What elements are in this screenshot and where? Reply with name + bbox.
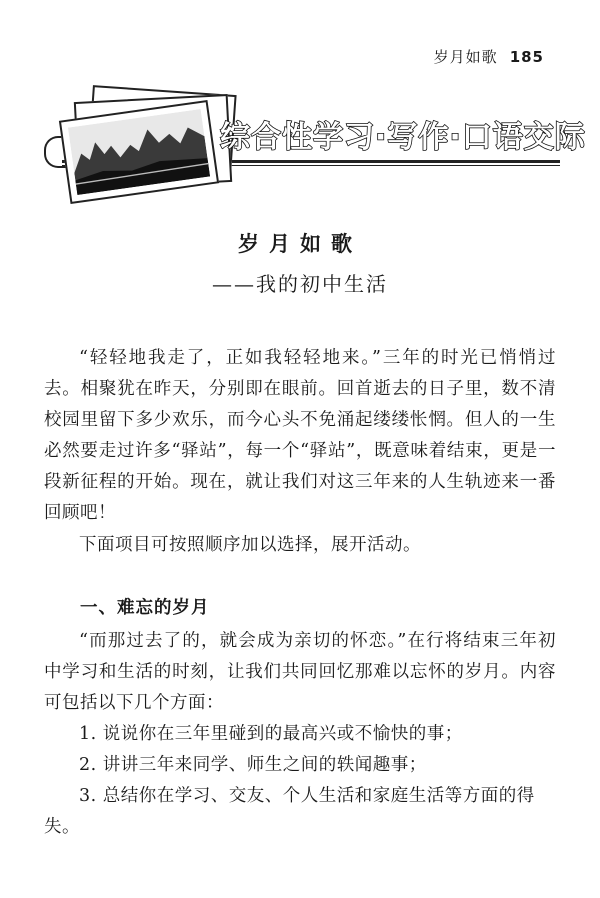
selection-note-block [44,530,556,561]
list-item: 3. 总结你在学习、交友、个人生活和家庭生活等方面的得失。 [44,786,535,837]
selection-note: 下面项目可按照顺序加以选择，展开活动。 [79,535,421,555]
running-head [434,46,544,67]
section-banner [40,88,586,198]
running-head-title: 岁月如歌 [433,48,498,66]
intro-paragraph: “轻轻地我走了，正如我轻轻地来。”三年的时光已悄悄过去。相聚犹在昨天，分别即在眼前。回首逝去的日子里，数不清校园里留下多少欢乐，而今心头不免涌起缕缕怅惘。但人的一生必然要走过许多“驿站”，每一个“驿站”，既意味着结束，更是一段新征程的开始。现在，就让我们对这三年来的人生轨迹来一番回顾吧！ [44,348,556,523]
list-item: 1. 说说你在三年里碰到的最高兴或不愉快的事； [79,724,463,744]
list-item: 2. 讲讲三年来同学、师生之间的轶闻趣事； [79,755,427,775]
page-title: 岁月如歌 [238,231,362,256]
section-paragraph: “而那过去了的，就会成为亲切的怀恋。”在行将结束三年初中学习和生活的时刻，让我们共同回忆那难以忘怀的岁月。内容可包括以下几个方面： [44,631,556,713]
section-heading: 一、难忘的岁月 [80,598,210,618]
section-body [44,626,556,843]
intro-block [44,343,556,529]
page-number: 185 [509,48,544,66]
page-subtitle: ——我的初中生活 [212,272,388,296]
banner-title: 综合性学习·写作·口语交际 [220,120,586,155]
